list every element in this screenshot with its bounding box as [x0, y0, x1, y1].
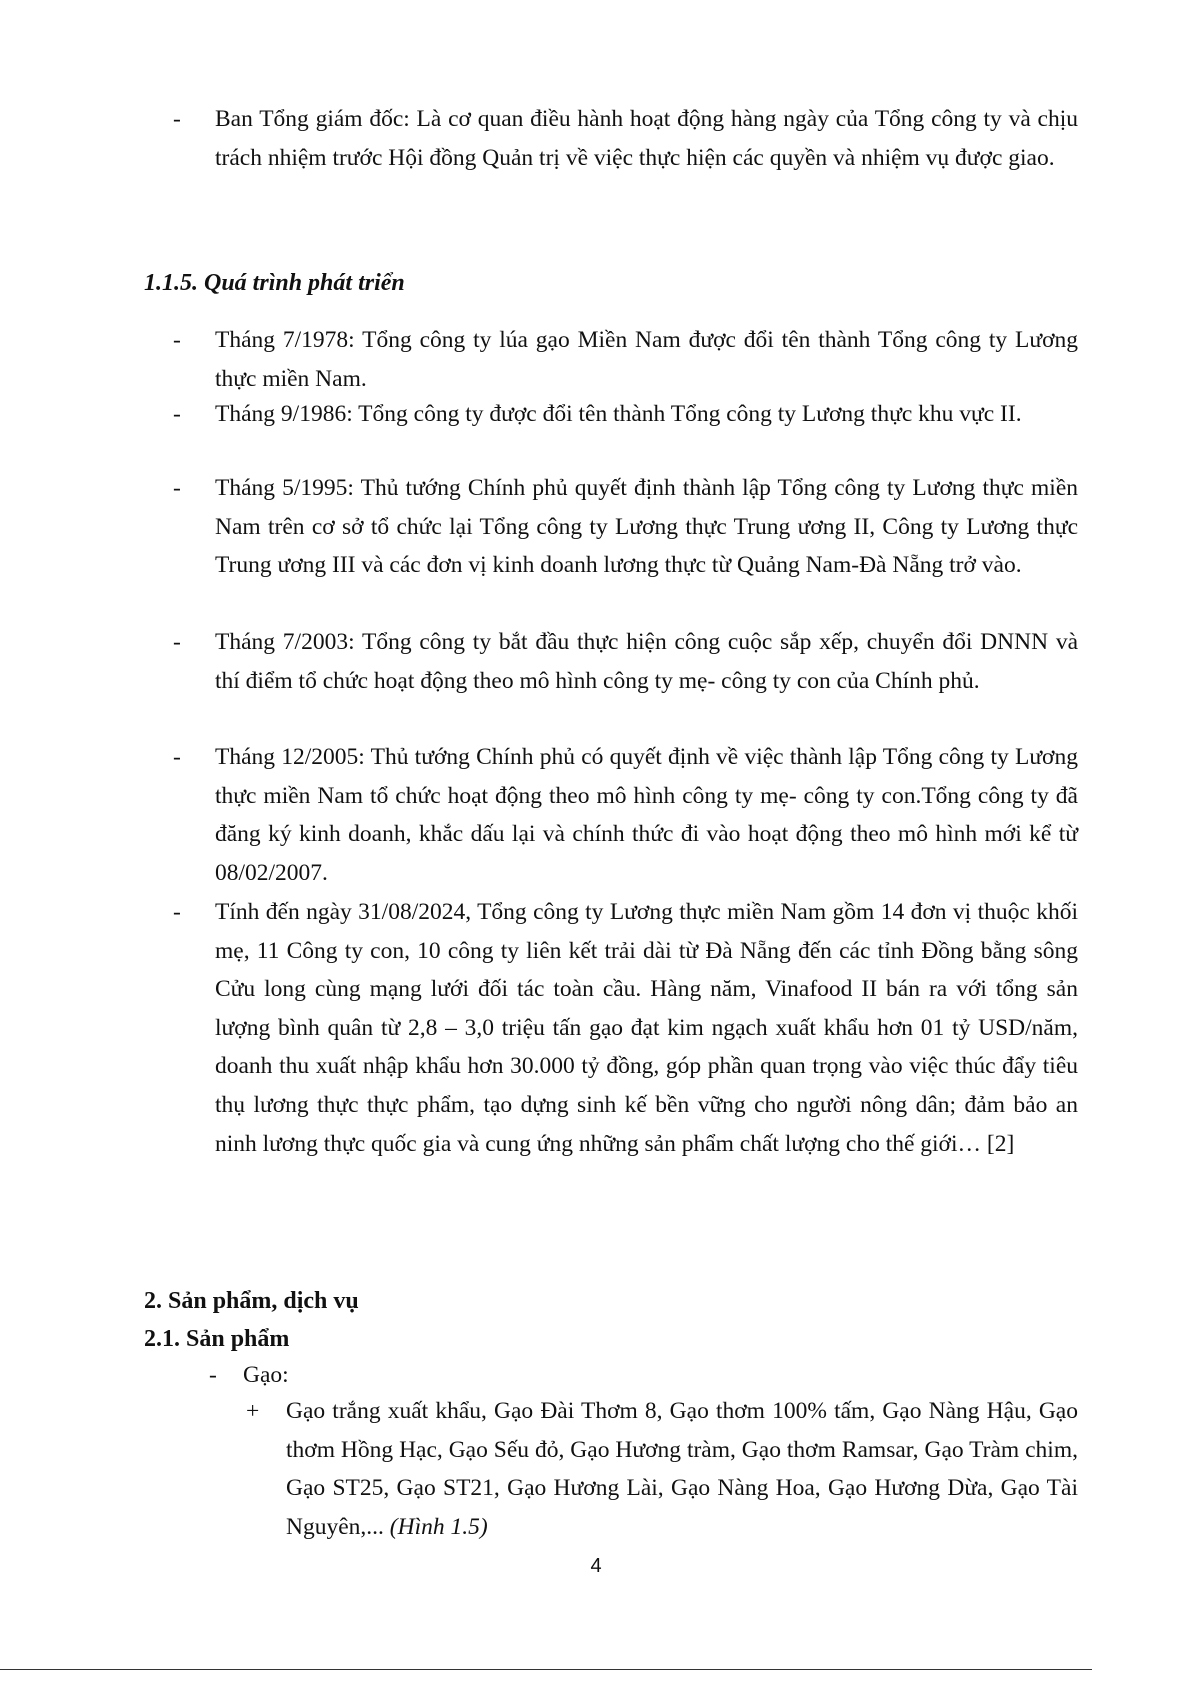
section-heading-2: 2. Sản phẩm, dịch vụ [144, 1288, 359, 1314]
footer-divider [0, 1669, 1092, 1670]
history-item [173, 395, 1078, 434]
section-heading-1-1-5: 1.1.5. Quá trình phát triển [144, 270, 405, 296]
history-item-text: Tháng 9/1986: Tổng công ty được đổi tên thành Tổng công ty Lương thực khu vực II. [215, 401, 1022, 427]
bullet-dash: - [173, 629, 181, 655]
rice-product-list [246, 1392, 1078, 1546]
history-item-text: Tháng 7/1978: Tổng công ty lúa gạo Miền Nam được đổi tên thành Tổng công ty Lương thực miền Nam. [215, 327, 1078, 392]
bullet-text: Ban Tổng giám đốc: Là cơ quan điều hành hoạt động hàng ngày của Tổng công ty và chịu trách nhiệm trước Hội đồng Quản trị về việc thực hiện các quyền và nhiệm vụ được giao. [215, 106, 1078, 171]
bullet-dash: - [173, 401, 181, 427]
product-category [209, 1356, 289, 1395]
bullet-dash: - [209, 1362, 217, 1388]
rice-list: Gạo trắng xuất khẩu, Gạo Đài Thơm 8, Gạo thơm 100% tấm, Gạo Nàng Hậu, Gạo thơm Hồng Hạc, Gạo Sếu đỏ, Gạo Hương tràm, Gạo thơm Ramsar, Gạo Tràm chim, Gạo ST25, Gạo ST21, Gạo Hương Lài, Gạo Nàng Hoa, Gạo Hương Dừa, Gạo Tài Nguyên,... [286, 1398, 1078, 1540]
bullet-dash: - [173, 899, 181, 925]
bullet-dash: - [173, 744, 181, 770]
history-item-text: Tính đến ngày 31/08/2024, Tổng công ty Lương thực miền Nam gồm 14 đơn vị thuộc khối mẹ, 11 Công ty con, 10 công ty liên kết trải dài từ Đà Nẵng đến các tỉnh Đồng bằng sông Cửu long cùng mạng lưới đối tác toàn cầu. Hàng năm, Vinafood II bán ra với tổng sản lượng bình quân từ 2,8 – 3,0 triệu tấn gạo đạt kim ngạch xuất khẩu hơn 01 tỷ USD/năm, doanh thu xuất nhập khẩu hơn 30.000 tỷ đồng, góp phần quan trọng vào việc thúc đẩy tiêu thụ lương thực thực phẩm, tạo dựng sinh kế bền vững cho người nông dân; đảm bảo an ninh lương thực quốc gia và cung ứng những sản phẩm chất lượng cho thế giới… [2] [215, 899, 1078, 1157]
product-category-label: Gạo: [243, 1362, 289, 1388]
figure-reference: (Hình 1.5) [389, 1513, 488, 1540]
bullet-dash: - [173, 327, 181, 353]
history-item [173, 893, 1078, 1163]
history-item-text: Tháng 5/1995: Thủ tướng Chính phủ quyết định thành lập Tổng công ty Lương thực miền Nam trên cơ sở tổ chức lại Tổng công ty Lương thực Trung ương II, Công ty Lương thực Trung ương III và các đơn vị kinh doanh lương thực từ Quảng Nam-Đà Nẵng trở vào. [215, 475, 1078, 579]
rice-product-text [286, 1392, 1078, 1546]
page-number: 4 [590, 1555, 602, 1577]
history-item [173, 321, 1078, 398]
bullet-plus: + [246, 1398, 260, 1424]
intro-bullet [173, 100, 1078, 177]
bullet-dash: - [173, 106, 181, 132]
bullet-dash: - [173, 475, 181, 501]
history-item [173, 623, 1078, 700]
history-item [173, 738, 1078, 892]
history-item [173, 469, 1078, 585]
history-item-text: Tháng 12/2005: Thủ tướng Chính phủ có quyết định về việc thành lập Tổng công ty Lương thực miền Nam tổ chức hoạt động theo mô hình công ty mẹ- công ty con.Tổng công ty đã đăng ký kinh doanh, khắc dấu lại và chính thức đi vào hoạt động theo mô hình mới kể từ 08/02/2007. [215, 744, 1078, 886]
history-item-text: Tháng 7/2003: Tổng công ty bắt đầu thực hiện công cuộc sắp xếp, chuyển đổi DNNN và thí điểm tổ chức hoạt động theo mô hình công ty mẹ- công ty con của Chính phủ. [215, 629, 1078, 694]
section-heading-2-1: 2.1. Sản phẩm [144, 1326, 290, 1352]
